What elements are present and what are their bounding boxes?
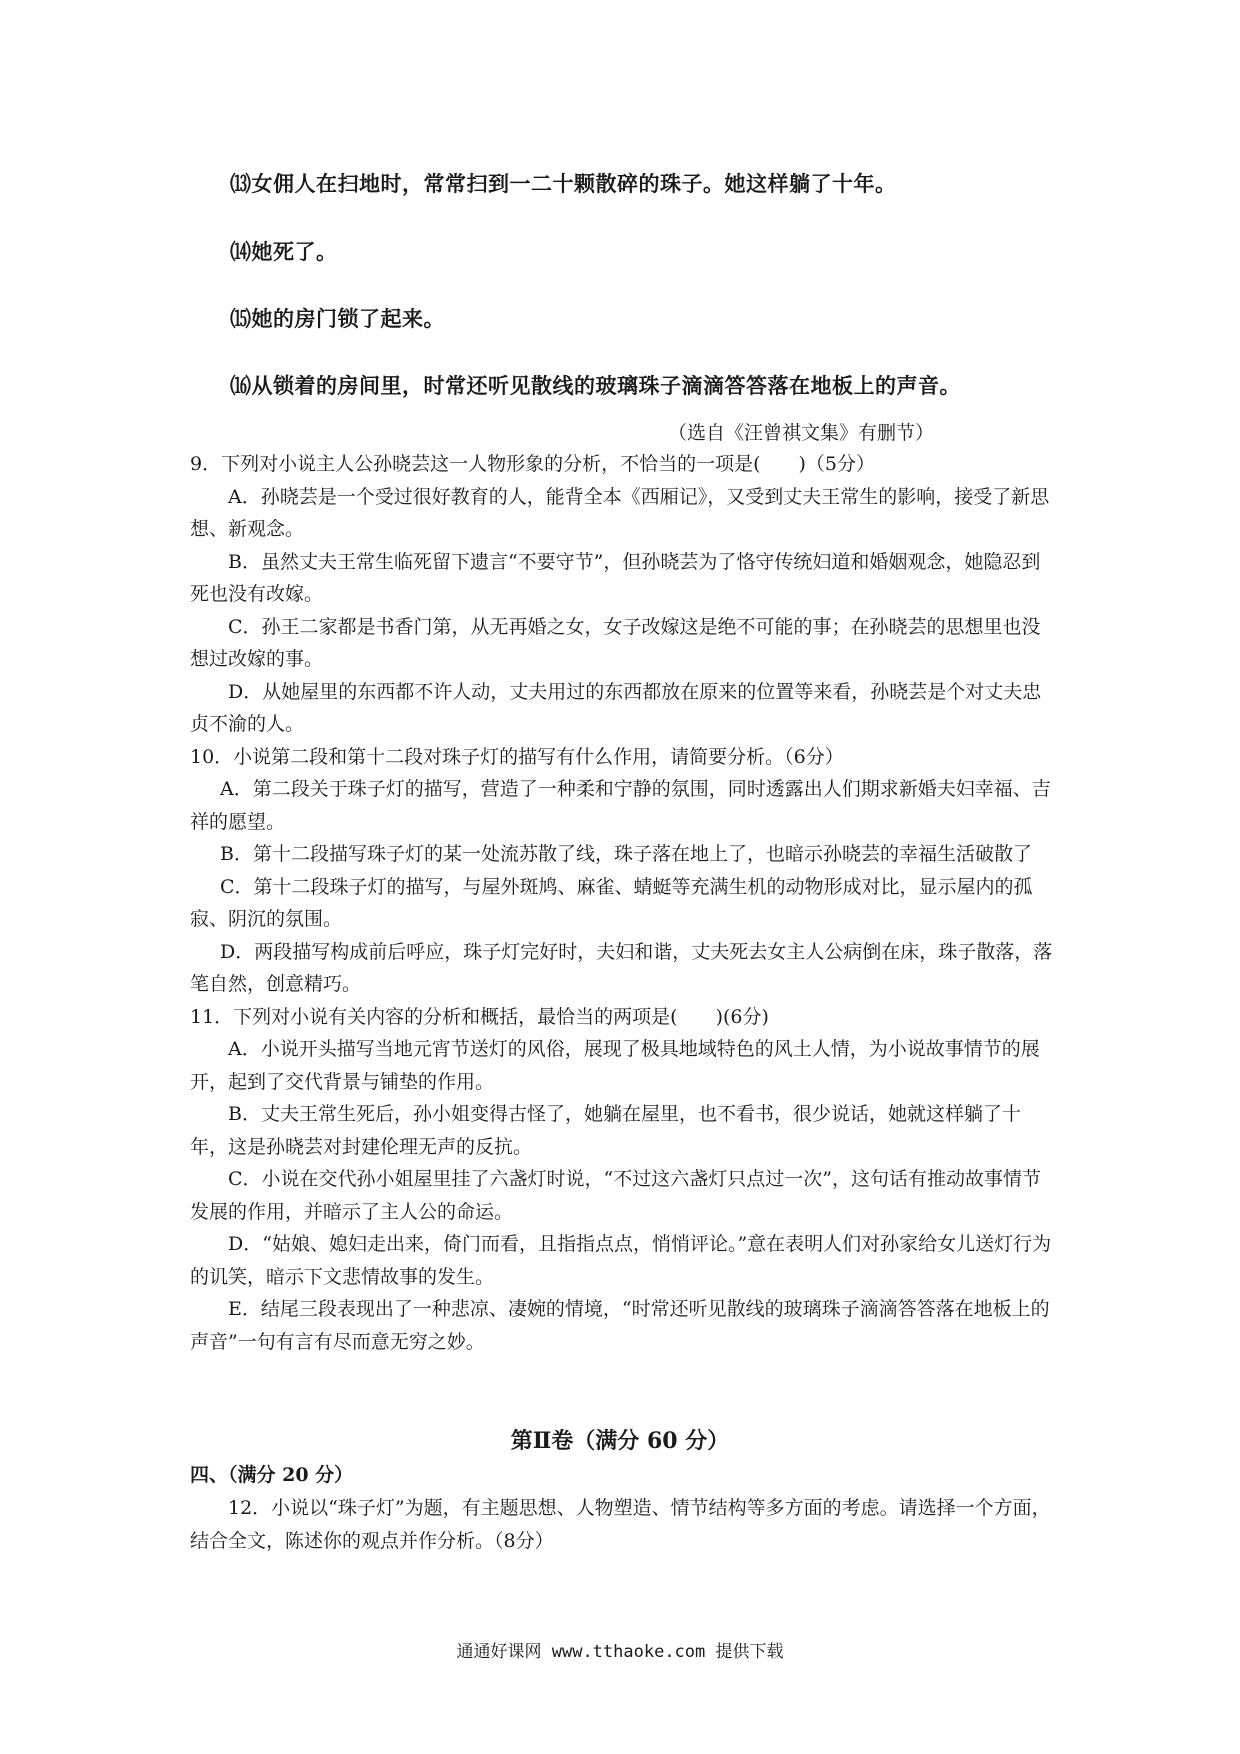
question-9-option-c: C．孙王二家都是书香门第，从无再婚之女，女子改嫁这是绝不可能的事；在孙晓芸的思想里也没想过改嫁的事。 <box>190 615 1041 670</box>
question-12-text: 12．小说以“珠子灯”为题，有主题思想、人物塑造、情节结构等多方面的考虑。请选择一个方面，结合全文，陈述你的观点并作分析。（8分） <box>190 1497 1051 1552</box>
question-9-stem: 9．下列对小说主人公孙晓芸这一人物形象的分析，不恰当的一项是( )（5分） <box>190 453 876 475</box>
passage-paragraph-15: ⒂她的房门锁了起来。 <box>230 307 445 331</box>
question-11-option-d: D．“姑娘、媳妇走出来，倚门而看，且指指点点，悄悄评论。”意在表明人们对孙家给女儿送灯行为的讥笑，暗示下文悲情故事的发生。 <box>190 1233 1052 1288</box>
section-subtitle: 四、（满分 20 分） <box>190 1464 354 1486</box>
question-12 <box>190 1492 1058 1557</box>
question-10-option-c: C．第十二段珠子灯的描写，与屋外斑鸠、麻雀、蜻蜓等充满生机的动物形成对比，显示屋内的孤寂、阴沉的氛围。 <box>190 875 1033 930</box>
section-title: 第Ⅱ卷（满分 60 分） <box>510 1428 730 1454</box>
question-10-stem: 10．小说第二段和第十二段对珠子灯的描写有什么作用，请简要分析。（6分） <box>190 745 844 768</box>
passage-paragraph-13: ⒀女佣人在扫地时，常常扫到一二十颗散碎的珠子。她这样躺了十年。 <box>230 172 897 196</box>
question-10-option-d: D．两段描写构成前后呼应，珠子灯完好时，夫妇和谐，丈夫死去女主人公病倒在床，珠子散落，落笔自然，创意精巧。 <box>190 940 1053 995</box>
question-11-option-b: B．丈夫王常生死后，孙小姐变得古怪了，她躺在屋里，也不看书，很少说话，她就这样躺了十年，这是孙晓芸对封建伦理无声的反抗。 <box>190 1103 1021 1158</box>
question-11-option-e: E．结尾三段表现出了一种悲凉、凄婉的情境，“时常还听见散线的玻璃珠子滴滴答答落在地板上的声音”一句有言有尽而意无穷之妙。 <box>190 1298 1050 1353</box>
question-11-option-c: C．小说在交代孙小姐屋里挂了六盏灯时说，“不过这六盏灯只点过一次”，这句话有推动故事情节发展的作用，并暗示了主人公的命运。 <box>190 1168 1041 1223</box>
passage-source: （选自《汪曾祺文集》有删节） <box>668 422 935 444</box>
question-11-option-a: A．小说开头描写当地元宵节送灯的风俗，展现了极具地域特色的风土人情，为小说故事情节的展开，起到了交代背景与铺垫的作用。 <box>190 1038 1040 1093</box>
questions-block <box>190 448 1058 1358</box>
question-11-stem: 11．下列对小说有关内容的分析和概括，最恰当的两项是( )(6分) <box>190 1005 769 1028</box>
question-9-option-d: D．从她屋里的东西都不许人动，丈夫用过的东西都放在原来的位置等来看，孙晓芸是个对丈夫忠贞不渝的人。 <box>190 680 1042 735</box>
question-10-option-a: A．第二段关于珠子灯的描写，营造了一种柔和宁静的氛围，同时透露出人们期求新婚夫妇幸福、吉祥的愿望。 <box>190 778 1051 833</box>
question-9-option-b: B．虽然丈夫王常生临死留下遗言“不要守节”，但孙晓芸为了恪守传统妇道和婚姻观念，她隐忍到死也没有改嫁。 <box>190 550 1041 605</box>
passage-paragraph-16: ⒃从锁着的房间里，时常还听见散线的玻璃珠子滴滴答答落在地板上的声音。 <box>230 374 961 398</box>
question-10-option-b: B．第十二段描写珠子灯的某一处流苏散了线，珠子落在地上了，也暗示孙晓芸的幸福生活破散了 <box>220 843 1032 865</box>
question-9-option-a: A．孙晓芸是一个受过很好教育的人，能背全本《西厢记》，又受到丈夫王常生的影响，接受了新思想、新观念。 <box>190 485 1050 540</box>
passage-paragraph-14: ⒁她死了。 <box>230 240 338 264</box>
footer-credit: 通通好课网 www.tthaoke.com 提供下载 <box>456 1642 784 1662</box>
